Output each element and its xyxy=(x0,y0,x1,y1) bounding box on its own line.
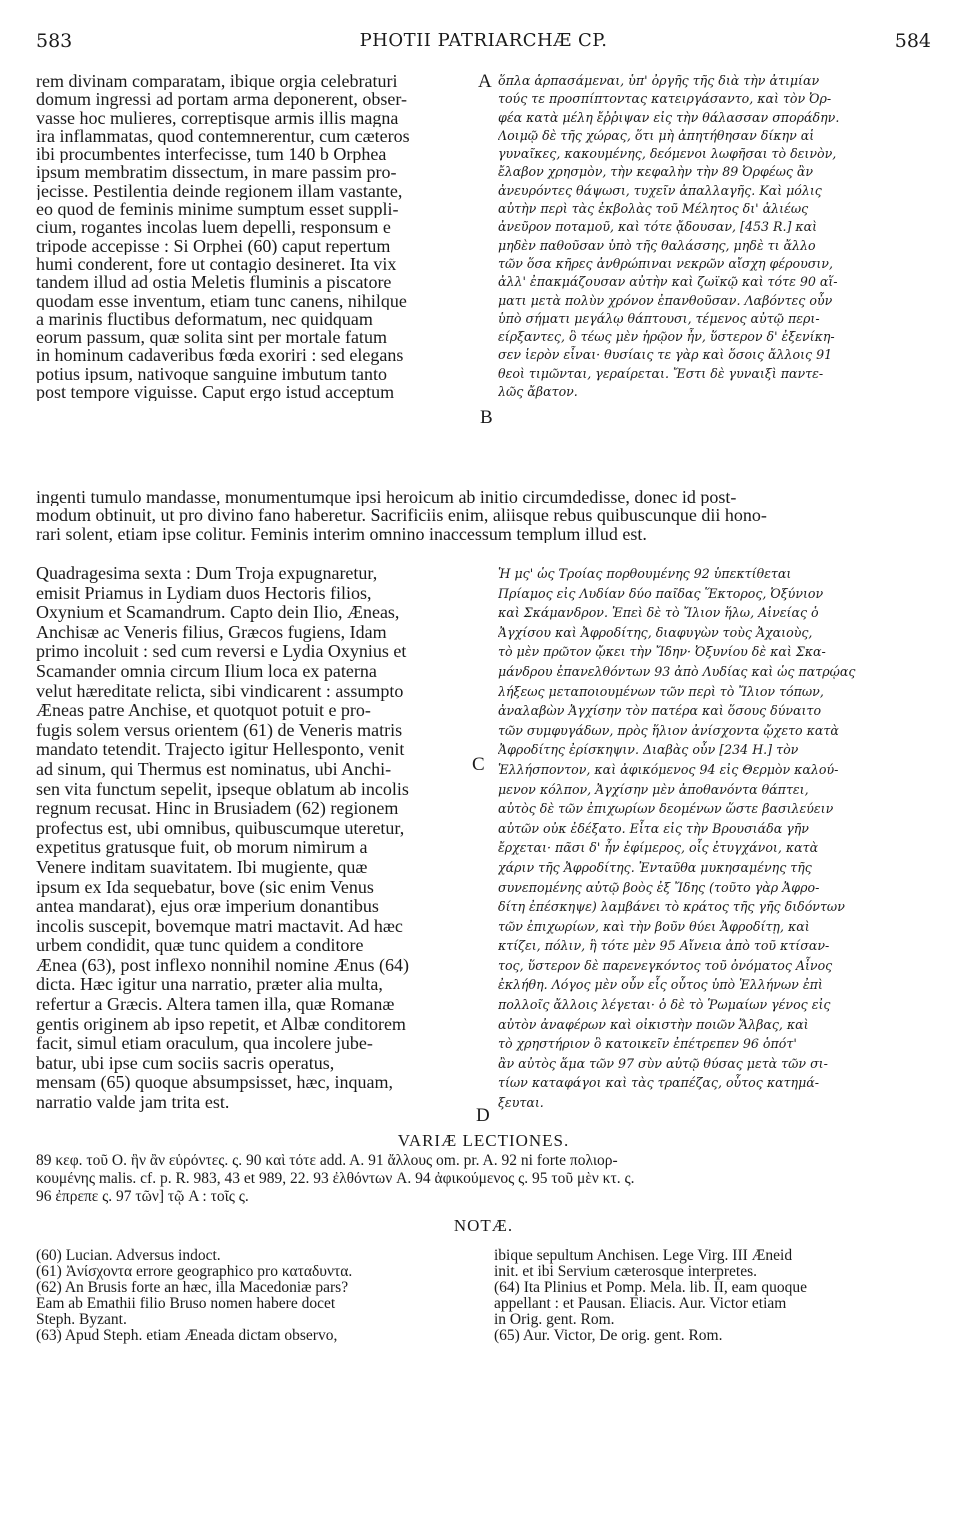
note-line: ibique sepultum Anchisen. Lege Virg. III Æneid xyxy=(494,1248,793,1264)
margin-marker-b: B xyxy=(480,407,493,428)
latin-text-line: ipsum membratim dissectum, in mare passim pro- xyxy=(36,163,397,182)
latin-text-line: humi conderent, fore ut contagio desineret. Ita vix xyxy=(36,254,397,274)
page-number-right: 584 xyxy=(894,30,931,52)
latin-text-line: modum obtinuit, ut pro divino fano haberetur. Sacrificiis enim, aliisque rebus quibuscunque dii hono- xyxy=(36,506,767,525)
greek-text-line: ἂν αὐτὸς ἅμα τῶν 97 σὺν αὐτῷ θύσας μετὰ τῶν σι- xyxy=(498,1055,828,1071)
latin-text-line: mandato tetendit. Trajecto igitur Hellesponto, venit xyxy=(36,740,405,760)
latin-text-line: mensam (65) quoque absumpsisset, hæc, inquam, xyxy=(36,1073,393,1093)
latin-text-line: ira inflammatas, quod contemnerentur, cum cæteros xyxy=(36,126,410,146)
latin-text-line: in hominum cadaveribus fœda exoriri : sed elegans xyxy=(36,346,404,365)
margin-marker-d: D xyxy=(476,1105,490,1126)
latin-text-line: tandem illud ad ostia Meletis fluminis a piscatore xyxy=(36,273,392,292)
latin-text-line: Ænea (63), post inflexo nonnihil nomine Ænus (64) xyxy=(36,955,409,975)
notae-right-column xyxy=(494,1248,934,1344)
latin-text-line: expetitus gratusque fuit, ob morum nimirum a xyxy=(36,838,368,858)
greek-text-line: θεοὶ τιμῶνται, γεραίρεται. Ἔστι δὲ γυναιξὶ παντε- xyxy=(498,365,824,381)
variae-lectiones-heading: VARIÆ LECTIONES. xyxy=(397,1131,570,1150)
greek-text-line: κτίζει, πόλιν, ἣ τότε μὲν 95 Αἴνεια ἀπὸ τοῦ κτίσαν- xyxy=(498,938,830,954)
note-line: (60) Lucian. Adversus indoct. xyxy=(36,1248,221,1264)
greek-text-line: ἀνεῦρον ποταμοῦ, καὶ τότε ᾄδουσαν, [453 R.] καὶ xyxy=(498,219,818,235)
note-line: init. et ibi Servium cæterosque interpretes. xyxy=(494,1264,758,1280)
latin-text-line: post tempore viguisse. Caput ergo istud acceptum xyxy=(36,383,395,402)
notae-left-column xyxy=(36,1248,476,1344)
latin-text-line: a marinis fluctibus deformatum, nec quidquam xyxy=(36,309,373,329)
latin-text-line: rari solent, etiam ipse colitur. Feminis interim omnino inaccessum templum illud est. xyxy=(36,524,647,543)
latin-text-line: fugis solem versus orientem (61) de Veneris matris xyxy=(36,720,403,740)
note-line: Steph. Byzant. xyxy=(36,1312,127,1328)
greek-text-line: Ἀφροδίτης ἐρίσκηψιν. Διαβὰς οὖν [234 H.] τὸν xyxy=(498,742,799,758)
latin-text-line: incolis suscepit, bovemque matri mactavit. Ad hæc xyxy=(36,916,403,936)
page-number-left: 583 xyxy=(36,30,73,52)
latin-text-line: primo incoluit : sed cum reversi e Lydia Oxynius et xyxy=(36,642,407,662)
latin-text-line: emisit Priamus in Lydiam duos Hectoris filios, xyxy=(36,583,372,603)
latin-text-line: Scamander omnia circum Ilium loca ex paterna xyxy=(36,661,377,681)
note-line: (64) Ita Plinius et Pomp. Mela. lib. II, eam quoque xyxy=(494,1280,807,1296)
latin-text-line: rem divinam comparatam, ibique orgia celebraturi xyxy=(36,72,398,91)
margin-marker-a: A xyxy=(478,71,492,92)
latin-text-line: Quadragesima sexta : Dum Troja expugnaretur, xyxy=(36,564,378,583)
greek-text-line: τῶν ὅσα κῆρες ἀνθρώπιναι νεκρῶν αἴσχη φέρουσιν, xyxy=(498,255,833,271)
latin-text-line: sen vita functum sepelit, ipseque oblatum ab incolis xyxy=(36,779,409,799)
greek-text-line: δίτη ἐπέσκηψε) λαμβάνει τὸ κράτος τῆς γῆς διδόντων xyxy=(498,899,845,915)
greek-text-line: πολλοῖς ἄλλοις λέγεται· ὁ δὲ τὸ Ῥωμαίων γένος εἰς xyxy=(498,997,831,1013)
latin-text-line: ad sinum, qui Thermus est nominatus, ubi Anchi- xyxy=(36,759,392,779)
greek-text-line: αὐτῶν οὐκ ἐδέξατο. Εἶτα εἰς τὴν Βρουσιάδα γῆν xyxy=(498,820,809,836)
greek-text-line: μενον κόλπον, Ἀγχίσην μὲν ἀποθανόντα θάπτει, xyxy=(498,781,809,797)
latin-text-line: dicta. Hæc igitur una narratio, præter alia multa, xyxy=(36,975,383,995)
latin-text-line: narratio valde jam trita est. xyxy=(36,1093,230,1113)
greek-text-line: ἀνευρόντες θάψωσι, τυχεῖν ἀπαλλαγῆς. Καὶ μόλις xyxy=(498,182,822,198)
greek-text-line: τῶν ἐπιχωρίων, καὶ τὴν βοῦν θύει Ἀφροδίτῃ, καὶ xyxy=(498,918,810,934)
greek-text-line: μάνδρου ἐπανελθόντων 93 ἀπὸ Λυδίας καὶ ὡς πατρῴας xyxy=(498,663,856,679)
running-title: PHOTII PATRIARCHÆ CP. xyxy=(359,30,608,51)
latin-full-width-lines xyxy=(36,488,936,543)
latin-text-line: tripode accepisse : Si Orphei (60) caput repertum xyxy=(36,236,391,255)
latin-text-line: potius ipsum, nativoque sanguine imbutum tanto xyxy=(36,364,387,384)
latin-text-line: cium, rogantes incolas luem depelli, responsum e xyxy=(36,218,391,237)
latin-text-line: antea mandarat), ejus oræ imperium donantibus xyxy=(36,897,379,917)
greek-text-line: χάριν τῆς Ἀφροδίτης. Ἐνταῦθα μυκησαμένης τῆς xyxy=(498,859,812,875)
greek-text-line: τίων καταφάγοι καὶ τὰς τραπέζας, οὗτος κατημά- xyxy=(498,1075,820,1091)
greek-text-line: αὐτὸς δὲ τῶν ἐπιχωρίων δεομένων ὥστε βασιλεύειν xyxy=(498,801,834,817)
latin-text-line: urbem condidit, quæ tunc quidem a conditore xyxy=(36,936,364,956)
greek-text-line: τὸ χρηστήριον ὃ κατοικεῖν ἐπέτρεπεν 96 ὁπότ' xyxy=(498,1036,797,1052)
greek-text-line: ἀλλ' ἐπακμάζουσαν αὐτὴν καὶ ζωϊκῷ καὶ τότε 90 αἵ- xyxy=(498,274,838,290)
page-header xyxy=(36,30,931,60)
greek-text-line: Λοιμῷ δὲ τῆς χώρας, ὅτι μὴ ἀπητήθησαν δίκην αἱ xyxy=(498,127,815,143)
latin-text-line: regnum recusat. Hinc in Brusiadem (62) regionem xyxy=(36,799,399,819)
greek-text-line: Ἡ μς' ὡς Τροίας πορθουμένης 92 ὑπεκτίθεται xyxy=(498,566,792,581)
latin-text-line: domum ingressi ad portam arma deponerent, obser- xyxy=(36,90,408,109)
latin-column-section2 xyxy=(36,564,476,1113)
greek-text-line: είρξαντες, ὃ τέως μὲν ἡρῷον ἦν, ὕστερον δ' ἐξενίκη- xyxy=(498,329,835,345)
greek-text-line: αὐτὸν ἀναφέρων καὶ οἰκιστὴν ποιῶν Ἄλβας, καὶ xyxy=(498,1016,809,1032)
latin-text-line: ipsum ex Ida sequebatur, bove (sic enim Venus xyxy=(36,877,374,897)
latin-text-line: refertur a Græcis. Altera tamen illa, quæ Romanæ xyxy=(36,995,395,1015)
note-line: Eam ab Emathii filio Bruso nomen habere docet xyxy=(36,1296,336,1312)
greek-text-line: λῶς ἄβατον. xyxy=(498,384,578,400)
greek-text-line: ἐκλήθη. Λόγος μὲν οὖν εἷς οὗτος ὑπὸ Ἑλλήνων ἐπὶ xyxy=(498,977,823,993)
variant-reading-line: 89 κεφ. τοῦ O. ἣν ἂν εὑρόντες. ς. 90 καὶ τότε add. A. 91 ἄλλους om. pr. A. 92 ni forte πολιορ- xyxy=(36,1152,618,1169)
greek-text-line: ὑπὸ σήματι μεγάλῳ θάπτουσι, τέμενος αὐτῷ περι- xyxy=(498,310,820,326)
greek-text-line: Ἀγχίσου καὶ Ἀφροδίτης, διαφυγὼν τοὺς Ἀχαιοὺς, xyxy=(498,624,813,640)
greek-text-line: ἀναλαβὼν Ἀγχίσην τὸν πατέρα καὶ ὅσους δύναιτο xyxy=(498,703,822,719)
latin-text-line: gentis originem ab ipso repetit, et Albæ conditorem xyxy=(36,1014,406,1034)
latin-text-line: eorum passum, quæ solita sint per mortale fatum xyxy=(36,328,387,347)
latin-text-line: ibi procumbentes interfecisse, tum 140 b Orphea xyxy=(36,145,387,164)
notae-heading: NOTÆ. xyxy=(453,1216,514,1235)
latin-text-line: Æneas patre Anchise, et quotquot potuit e pro- xyxy=(36,701,371,721)
greek-text-line: σεν ἱερὸν εἶναι· θυσίαις τε γὰρ καὶ ὅσοις ἄλλοις 91 xyxy=(498,347,833,363)
latin-text-line: profectus est, ubi omnibus, quibuscumque uteretur, xyxy=(36,818,405,838)
greek-text-line: μηδὲν παθοῦσαν ὑπὸ τῆς θαλάσσης, μηδὲ τι ἄλλο xyxy=(498,237,816,253)
latin-text-line: velut hæreditate relicta, sibi vindicarent : assumpto xyxy=(36,681,404,701)
greek-column-section1 xyxy=(498,72,933,401)
greek-text-line: συνεπομένης αὐτῷ βοὸς ἐξ Ἴδης (τοῦτο γὰρ Ἀφρο- xyxy=(498,879,820,895)
greek-text-line: Ἑλλήσποντον, καὶ ἀφικόμενος 94 εἰς Θερμὸν καλού- xyxy=(498,761,839,777)
latin-text-line: jecisse. Pestilentia deinde regionem illam vastante, xyxy=(36,181,403,201)
note-line: (62) An Brusis forte an hæc, illa Macedoniæ pars? xyxy=(36,1280,349,1296)
latin-text-line: facit, simul etiam oraculum, qua incolere jube- xyxy=(36,1034,373,1054)
latin-text-line: eo quod de feminis minime sumptum esset suppli- xyxy=(36,200,399,219)
variae-lectiones-lines xyxy=(36,1152,931,1206)
note-line: in Orig. gent. Rom. xyxy=(494,1312,615,1328)
margin-marker-c: C xyxy=(472,754,485,775)
greek-text-line: Πρίαμος εἰς Λυδίαν δύο παῖδας Ἕκτορος, Ὀξύνιον xyxy=(498,585,824,601)
greek-column-section2 xyxy=(498,564,933,1113)
variant-reading-line: κουμένης malis. cf. p. R. 983, 43 et 989, 22. 93 ἐλθόντων A. 94 ἀφικούμενος ς. 95 τοῦ μὲν κτ. ς. xyxy=(36,1170,635,1187)
greek-text-line: τῶν συμφυγάδων, πρὸς ἥλιον ἀνίσχοντα ᾤχετο κατὰ xyxy=(498,722,839,738)
greek-text-line: ματι μετὰ πολὺν χρόνον ἐπανθοῦσαν. Λαβόντες οὖν xyxy=(498,292,833,308)
variant-reading-line: 96 ἐπρεπε ς. 97 τῶν] τῷ A : τοῖς ς. xyxy=(36,1188,249,1205)
greek-text-line: ἔρχεται· πᾶσι δ' ἦν ἐφίμερος, οἷς ἐτυγχάνοι, κατὰ xyxy=(498,840,819,856)
latin-text-line: Anchisæ ac Veneris filius, Græcos fugiens, Idam xyxy=(36,622,387,642)
latin-text-line: vasse hoc mulieres, correptisque armis illis magna xyxy=(36,108,399,127)
note-line: (61) Ἀνίσχοντα errore geographico pro καταδυντα. xyxy=(36,1264,353,1280)
greek-text-line: φέα κατὰ μέλη ἔῤῥιψαν εἰς τὴν θάλασσαν σποράδην. xyxy=(498,109,840,125)
greek-text-line: τὸ μὲν πρῶτον ᾤκει τὴν Ἴδην· Ὀξυνίου δὲ καὶ Σκα- xyxy=(498,644,826,660)
greek-text-line: τος, ὕστερον δὲ παρενεγκόντος τοῦ ὀνόματος Αἶνος xyxy=(498,957,833,973)
note-line: (65) Aur. Victor, De orig. gent. Rom. xyxy=(494,1328,723,1344)
latin-text-line: Venere inditam suavitatem. Ibi mugiente, quæ xyxy=(36,857,368,877)
greek-text-line: καὶ Σκάμανδρον. Ἐπεὶ δὲ τὸ Ἴλιον ἥλω, Αἰνείας ὁ xyxy=(498,605,819,621)
latin-text-line: Oxynium et Scamandrum. Capto dein Ilio, Æneas, xyxy=(36,603,400,623)
latin-text-line: batur, ubi ipse cum sociis sacris operatus, xyxy=(36,1053,335,1073)
greek-text-line: ὅπλα ἁρπασάμεναι, ὑπ' ὀργῆς τῆς διὰ τὴν ἀτιμίαν xyxy=(498,73,820,88)
greek-text-line: αὐτὴν περὶ τὰς ἐκβολὰς τοῦ Μέλητος δι' ἁλιέως xyxy=(498,201,809,217)
greek-text-line: γυναῖκες, κακουμένης, δεόμενοι λωφῆσαι τὸ δεινὸν, xyxy=(498,146,837,162)
greek-text-line: λήξεως μεταποιουμένων τῶν περὶ τὸ Ἴλιον τόπων, xyxy=(498,683,824,699)
latin-text-line: ingenti tumulo mandasse, monumentumque ipsi heroicum ab initio circumdedisse, donec id post- xyxy=(36,488,737,507)
greek-text-line: ξευται. xyxy=(498,1095,544,1111)
greek-text-line: ἔλαβον χρησμὸν, τὴν κεφαλὴν τὴν 89 Ὀρφέως ἂν xyxy=(498,164,814,180)
latin-text-line: quodam esse inventum, etiam tunc canens, nihilque xyxy=(36,291,407,310)
greek-text-line: τούς τε προσπίπτοντας κατειργάσαντο, καὶ τὸν Ὀρ- xyxy=(498,91,832,107)
note-line: (63) Apud Steph. etiam Æneada dictam observo, xyxy=(36,1328,338,1344)
latin-column-section1 xyxy=(36,72,476,401)
note-line: appellant : et Pausan. Eliacis. Aur. Victor etiam xyxy=(494,1296,787,1312)
